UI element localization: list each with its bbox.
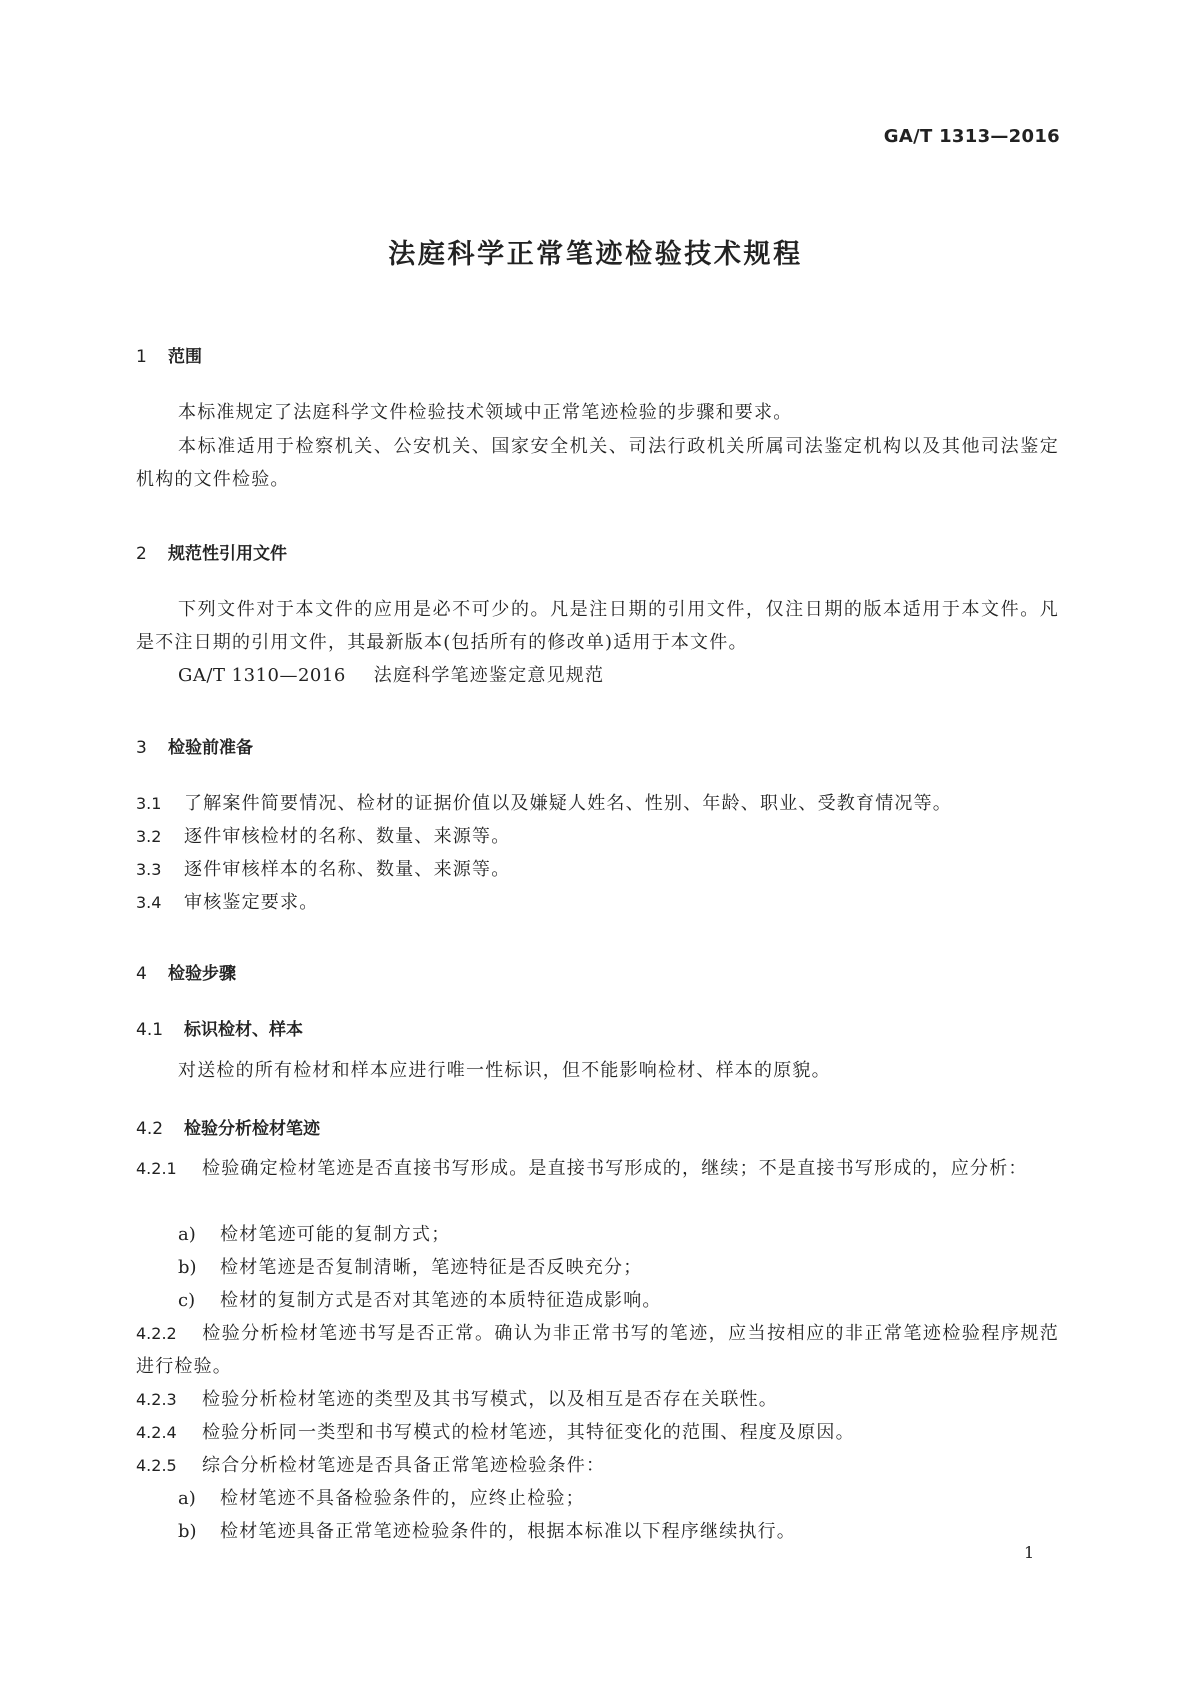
clause [136, 886, 318, 919]
subsection-number: 4.2 [136, 1119, 164, 1139]
section-number: 4 [136, 964, 147, 984]
reference-title: 法庭科学笔迹鉴定意见规范 [373, 665, 605, 686]
section-number: 3 [136, 738, 147, 758]
subsection-heading-4-2 [136, 1114, 320, 1139]
clause [136, 1317, 1059, 1383]
section-title: 检验步骤 [168, 964, 236, 984]
clause-text: 了解案件简要情况、检材的证据价值以及嫌疑人姓名、性别、年龄、职业、受教育情况等。 [184, 793, 952, 814]
subsection-title: 检验分析检材笔迹 [184, 1119, 320, 1139]
paragraph: 本标准适用于检察机关、公安机关、国家安全机关、司法行政机关所属司法鉴定机构以及其他司法鉴定机构的文件检验。 [136, 436, 1059, 490]
section-title: 检验前准备 [168, 738, 253, 758]
list-item [178, 1482, 585, 1515]
paragraph: 对送检的所有检材和样本应进行唯一性标识，但不能影响检材、样本的原貌。 [178, 1060, 831, 1081]
list-marker: c) [178, 1290, 196, 1311]
reference-code: GA/T 1310—2016 [178, 665, 346, 686]
clause-number: 4.2.4 [136, 1423, 177, 1442]
clause [136, 787, 952, 820]
list-marker: a) [178, 1488, 196, 1509]
clause [136, 853, 510, 886]
document-code: GA/T 1313—2016 [883, 126, 1060, 147]
section-number: 1 [136, 347, 147, 367]
document-title: 法庭科学正常笔迹检验技术规程 [388, 239, 803, 270]
clause-number: 4.2.2 [136, 1324, 177, 1343]
list-item-text: 检材笔迹是否复制清晰，笔迹特征是否反映充分； [220, 1257, 643, 1278]
list-marker: b) [178, 1521, 197, 1542]
clause [136, 1449, 605, 1482]
clause-text: 审核鉴定要求。 [184, 892, 319, 913]
clause-text: 逐件审核检材的名称、数量、来源等。 [184, 826, 511, 847]
section-heading-4 [136, 959, 236, 984]
section-heading-2 [136, 539, 287, 564]
paragraph: 本标准规定了法庭科学文件检验技术领域中正常笔迹检验的步骤和要求。 [178, 402, 793, 423]
section-number: 2 [136, 544, 147, 564]
list-item [178, 1251, 642, 1284]
list-item [178, 1218, 450, 1251]
subsection-title: 标识检材、样本 [184, 1020, 303, 1040]
clause-number: 3.4 [136, 893, 162, 912]
list-marker: a) [178, 1224, 196, 1245]
clause [136, 1383, 778, 1416]
clause-text: 检验确定检材笔迹是否直接书写形成。是直接书写形成的，继续；不是直接书写形成的，应分析： [202, 1158, 1028, 1179]
clause [136, 1416, 855, 1449]
clause-number: 4.2.3 [136, 1390, 177, 1409]
list-item [178, 1284, 662, 1317]
list-item-text: 检材笔迹不具备检验条件的，应终止检验； [220, 1488, 585, 1509]
list-marker: b) [178, 1257, 197, 1278]
clause-text: 逐件审核样本的名称、数量、来源等。 [184, 859, 511, 880]
page-number: 1 [1024, 1543, 1035, 1562]
clause-number: 3.3 [136, 860, 162, 879]
subsection-number: 4.1 [136, 1020, 164, 1040]
normative-reference [178, 659, 604, 692]
clause-text: 检验分析检材笔迹的类型及其书写模式，以及相互是否存在关联性。 [202, 1389, 778, 1410]
list-item [178, 1515, 796, 1548]
list-item-text: 检材笔迹可能的复制方式； [220, 1224, 451, 1245]
clause-text: 检验分析检材笔迹书写是否正常。确认为非正常书写的笔迹，应当按相应的非正常笔迹检验程序规范进行检验。 [136, 1323, 1059, 1377]
list-item-text: 检材笔迹具备正常笔迹检验条件的，根据本标准以下程序继续执行。 [220, 1521, 796, 1542]
section-heading-3 [136, 733, 253, 758]
clause-text: 综合分析检材笔迹是否具备正常笔迹检验条件： [202, 1455, 606, 1476]
subsection-heading-4-1 [136, 1015, 303, 1040]
clause [136, 1152, 1059, 1185]
paragraph: 下列文件对于本文件的应用是必不可少的。凡是注日期的引用文件，仅注日期的版本适用于本文件。凡是不注日期的引用文件，其最新版本(包括所有的修改单)适用于本文件。 [136, 599, 1059, 653]
clause-number: 3.2 [136, 827, 162, 846]
section-heading-1 [136, 342, 202, 367]
section-title: 规范性引用文件 [168, 544, 287, 564]
section-title: 范围 [168, 347, 202, 367]
clause-number: 3.1 [136, 794, 162, 813]
clause-number: 4.2.1 [136, 1159, 177, 1178]
clause [136, 820, 510, 853]
clause-number: 4.2.5 [136, 1456, 177, 1475]
list-item-text: 检材的复制方式是否对其笔迹的本质特征造成影响。 [220, 1290, 662, 1311]
clause-text: 检验分析同一类型和书写模式的检材笔迹，其特征变化的范围、程度及原因。 [202, 1422, 855, 1443]
